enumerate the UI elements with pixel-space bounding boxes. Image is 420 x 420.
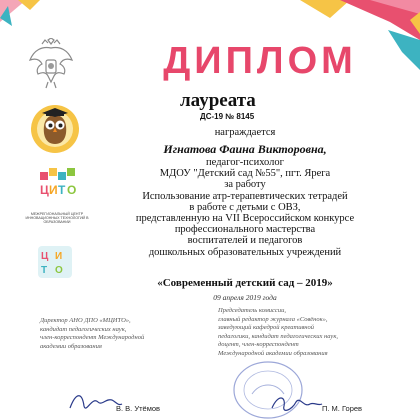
detail-line: дошкольных образовательных учреждений bbox=[148, 246, 342, 258]
svg-text:И: И bbox=[55, 251, 63, 262]
signer-right-line: главный редактор журнала «Совёнок», bbox=[218, 315, 328, 323]
detail-line: МДОУ "Детский сад №55", пгт. Ярега bbox=[159, 168, 331, 180]
awarded-label: награждается bbox=[214, 127, 276, 138]
detail-line: профессионального мастерства bbox=[174, 224, 316, 236]
signer-right-title bbox=[218, 307, 378, 359]
signer-left-line: Директор АНО ДПО «МЦИТО», bbox=[40, 317, 131, 324]
coat-of-arms-icon bbox=[28, 38, 74, 90]
detail-line: педагог-психолог bbox=[206, 157, 284, 168]
svg-text:О: О bbox=[67, 183, 76, 197]
signer-left-line: академии образования bbox=[40, 342, 102, 350]
signer-left-title bbox=[40, 317, 180, 351]
detail-line: воспитателей и педагогов bbox=[187, 235, 303, 247]
signer-right-line: Председатель комиссии, bbox=[218, 307, 286, 314]
corner-ribbon-left bbox=[0, 0, 70, 40]
award-date: 09 апреля 2019 года bbox=[213, 293, 277, 302]
signer-right-line: Международной академии образования bbox=[218, 349, 328, 357]
detail-line: в работе с детьми с ОВЗ, bbox=[189, 201, 301, 213]
signer-left-name: В. В. Утёмов bbox=[116, 404, 161, 413]
signature-right bbox=[268, 392, 324, 416]
svg-text:О: О bbox=[55, 265, 63, 276]
signer-left-line: кандидат педагогических наук, bbox=[40, 325, 127, 333]
cito-logo-small bbox=[38, 246, 72, 278]
svg-text:Т: Т bbox=[58, 183, 66, 197]
svg-text:Ц: Ц bbox=[41, 251, 49, 262]
cito-logo bbox=[40, 168, 76, 202]
signer-right-name: П. М. Горев bbox=[322, 404, 363, 413]
award-details bbox=[110, 157, 380, 258]
svg-text:И: И bbox=[49, 183, 58, 197]
cito-caption: МЕЖРЕГИОНАЛЬНЫЙ ЦЕНТР ИННОВАЦИОННЫХ ТЕХНОЛОГИЙ В ОБРАЗОВАНИИ bbox=[25, 212, 89, 225]
sovenok-owl-logo bbox=[30, 104, 80, 154]
signer-right-line: педагогики, кандидат педагогических наук, bbox=[218, 332, 338, 340]
contest-name: «Современный детский сад – 2019» bbox=[157, 277, 333, 289]
detail-line: представленную на VII Всероссийском конкурсе bbox=[135, 213, 355, 225]
detail-line: Использование атр-терапевтических тетрадей bbox=[142, 190, 348, 202]
svg-text:Ц: Ц bbox=[40, 183, 49, 197]
diploma-title: ДИПЛОМ bbox=[163, 40, 357, 82]
diploma-subtitle: лауреата bbox=[180, 90, 256, 111]
recipient-name: Игнатова Фаина Викторовна, bbox=[163, 142, 327, 156]
detail-line: за работу bbox=[224, 179, 266, 191]
signer-left-line: член-корреспондент Международной bbox=[40, 334, 145, 342]
signer-right-line: заведующий кафедрой креативной bbox=[218, 324, 314, 332]
diploma-number: ДС-19 № 8145 bbox=[200, 112, 255, 121]
svg-text:Т: Т bbox=[41, 265, 48, 276]
signer-right-line: доцент, член-корреспондент bbox=[218, 341, 299, 349]
